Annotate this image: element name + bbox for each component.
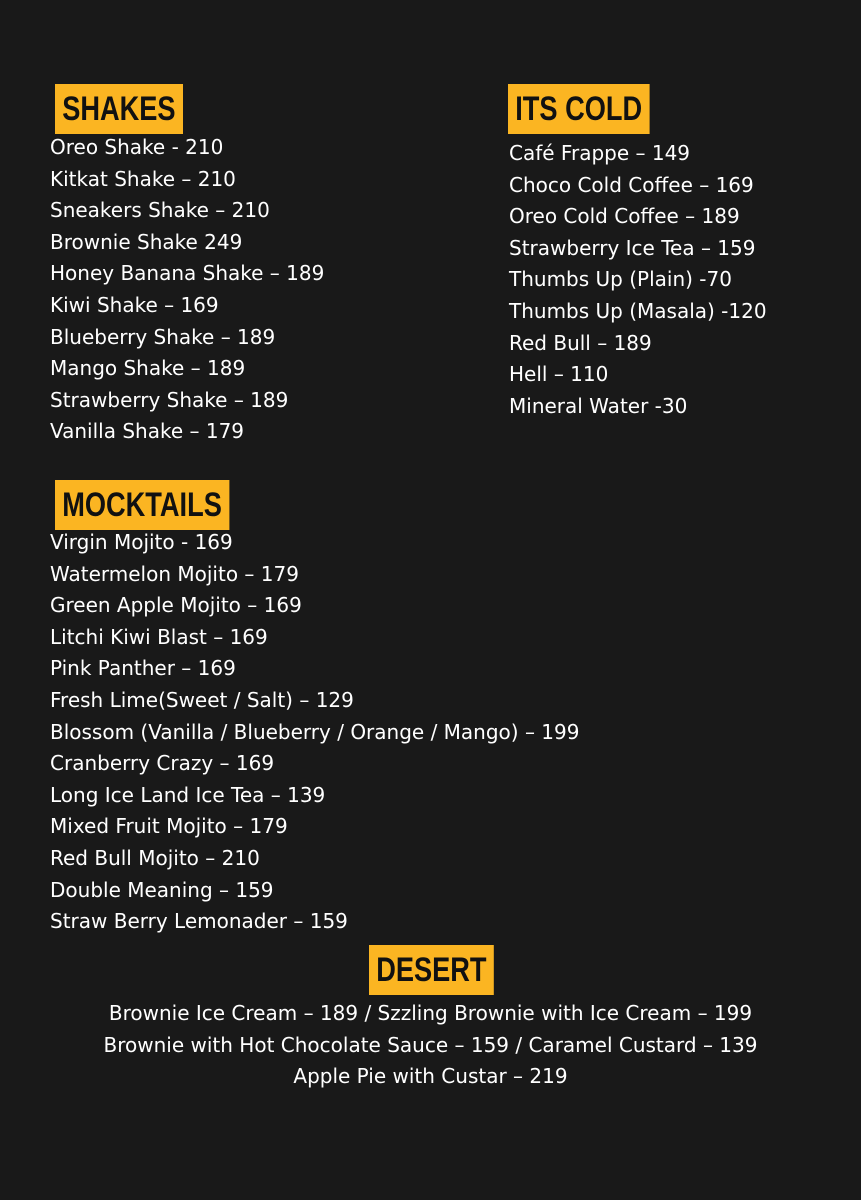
- menu-item: Green Apple Mojito – 169: [50, 593, 302, 618]
- menu-item: Mango Shake – 189: [50, 356, 246, 381]
- menu-item: Pink Panther – 169: [50, 656, 236, 681]
- its-cold-list: [509, 138, 767, 422]
- menu-item: Virgin Mojito - 169: [50, 530, 233, 554]
- desert-list: [0, 998, 861, 1093]
- menu-item: Café Frappe – 149: [509, 141, 691, 165]
- menu-item: Strawberry Ice Tea – 159: [509, 235, 756, 260]
- shakes-heading: SHAKES: [55, 84, 183, 134]
- menu-item: Litchi Kiwi Blast – 169: [50, 624, 268, 649]
- shakes-list: [50, 132, 324, 448]
- menu-item: Mixed Fruit Mojito – 179: [50, 814, 288, 839]
- menu-item: Hell – 110: [509, 362, 609, 387]
- menu-item: Mineral Water -30: [509, 393, 688, 418]
- its-cold-heading: ITS COLD: [508, 84, 649, 134]
- menu-item: Kitkat Shake – 210: [50, 166, 236, 191]
- menu-item: Sneakers Shake – 210: [50, 198, 270, 223]
- menu-item: Apple Pie with Custar – 219: [293, 1064, 568, 1089]
- menu-item: Long Ice Land Ice Tea – 139: [50, 782, 326, 807]
- menu-item: Double Meaning – 159: [50, 877, 274, 902]
- menu-item: Brownie with Hot Chocolate Sauce – 159 / Caramel Custard – 139: [103, 1032, 758, 1057]
- menu-item: Fresh Lime(Sweet / Salt) – 129: [50, 687, 354, 712]
- menu-item: Brownie Ice Cream – 189 / Szzling Brownie with Ice Cream – 199: [108, 1001, 753, 1025]
- menu-item: Straw Berry Lemonader – 159: [50, 909, 348, 934]
- menu-item: Thumbs Up (Masala) -120: [509, 298, 767, 323]
- menu-item: Strawberry Shake – 189: [50, 387, 289, 412]
- menu-item: Blueberry Shake – 189: [50, 324, 276, 349]
- menu-item: Oreo Shake - 210: [50, 135, 224, 159]
- menu-item: Red Bull – 189: [509, 330, 652, 355]
- menu-item: Cranberry Crazy – 169: [50, 751, 275, 776]
- menu-item: Red Bull Mojito – 210: [50, 845, 260, 870]
- menu-item: Kiwi Shake – 169: [50, 292, 219, 317]
- menu-item: Brownie Shake 249: [50, 229, 243, 254]
- menu-item: Watermelon Mojito – 179: [50, 561, 299, 586]
- mocktails-list: [50, 527, 579, 938]
- menu-item: Choco Cold Coffee – 169: [509, 172, 754, 197]
- menu-item: Oreo Cold Coffee – 189: [509, 204, 740, 229]
- menu-item: Honey Banana Shake – 189: [50, 261, 325, 286]
- desert-heading: DESERT: [369, 945, 494, 995]
- mocktails-heading: MOCKTAILS: [55, 480, 229, 530]
- menu-item: Thumbs Up (Plain) -70: [509, 267, 732, 292]
- menu-item: Blossom (Vanilla / Blueberry / Orange / Mango) – 199: [50, 719, 580, 744]
- menu-item: Vanilla Shake – 179: [50, 419, 245, 444]
